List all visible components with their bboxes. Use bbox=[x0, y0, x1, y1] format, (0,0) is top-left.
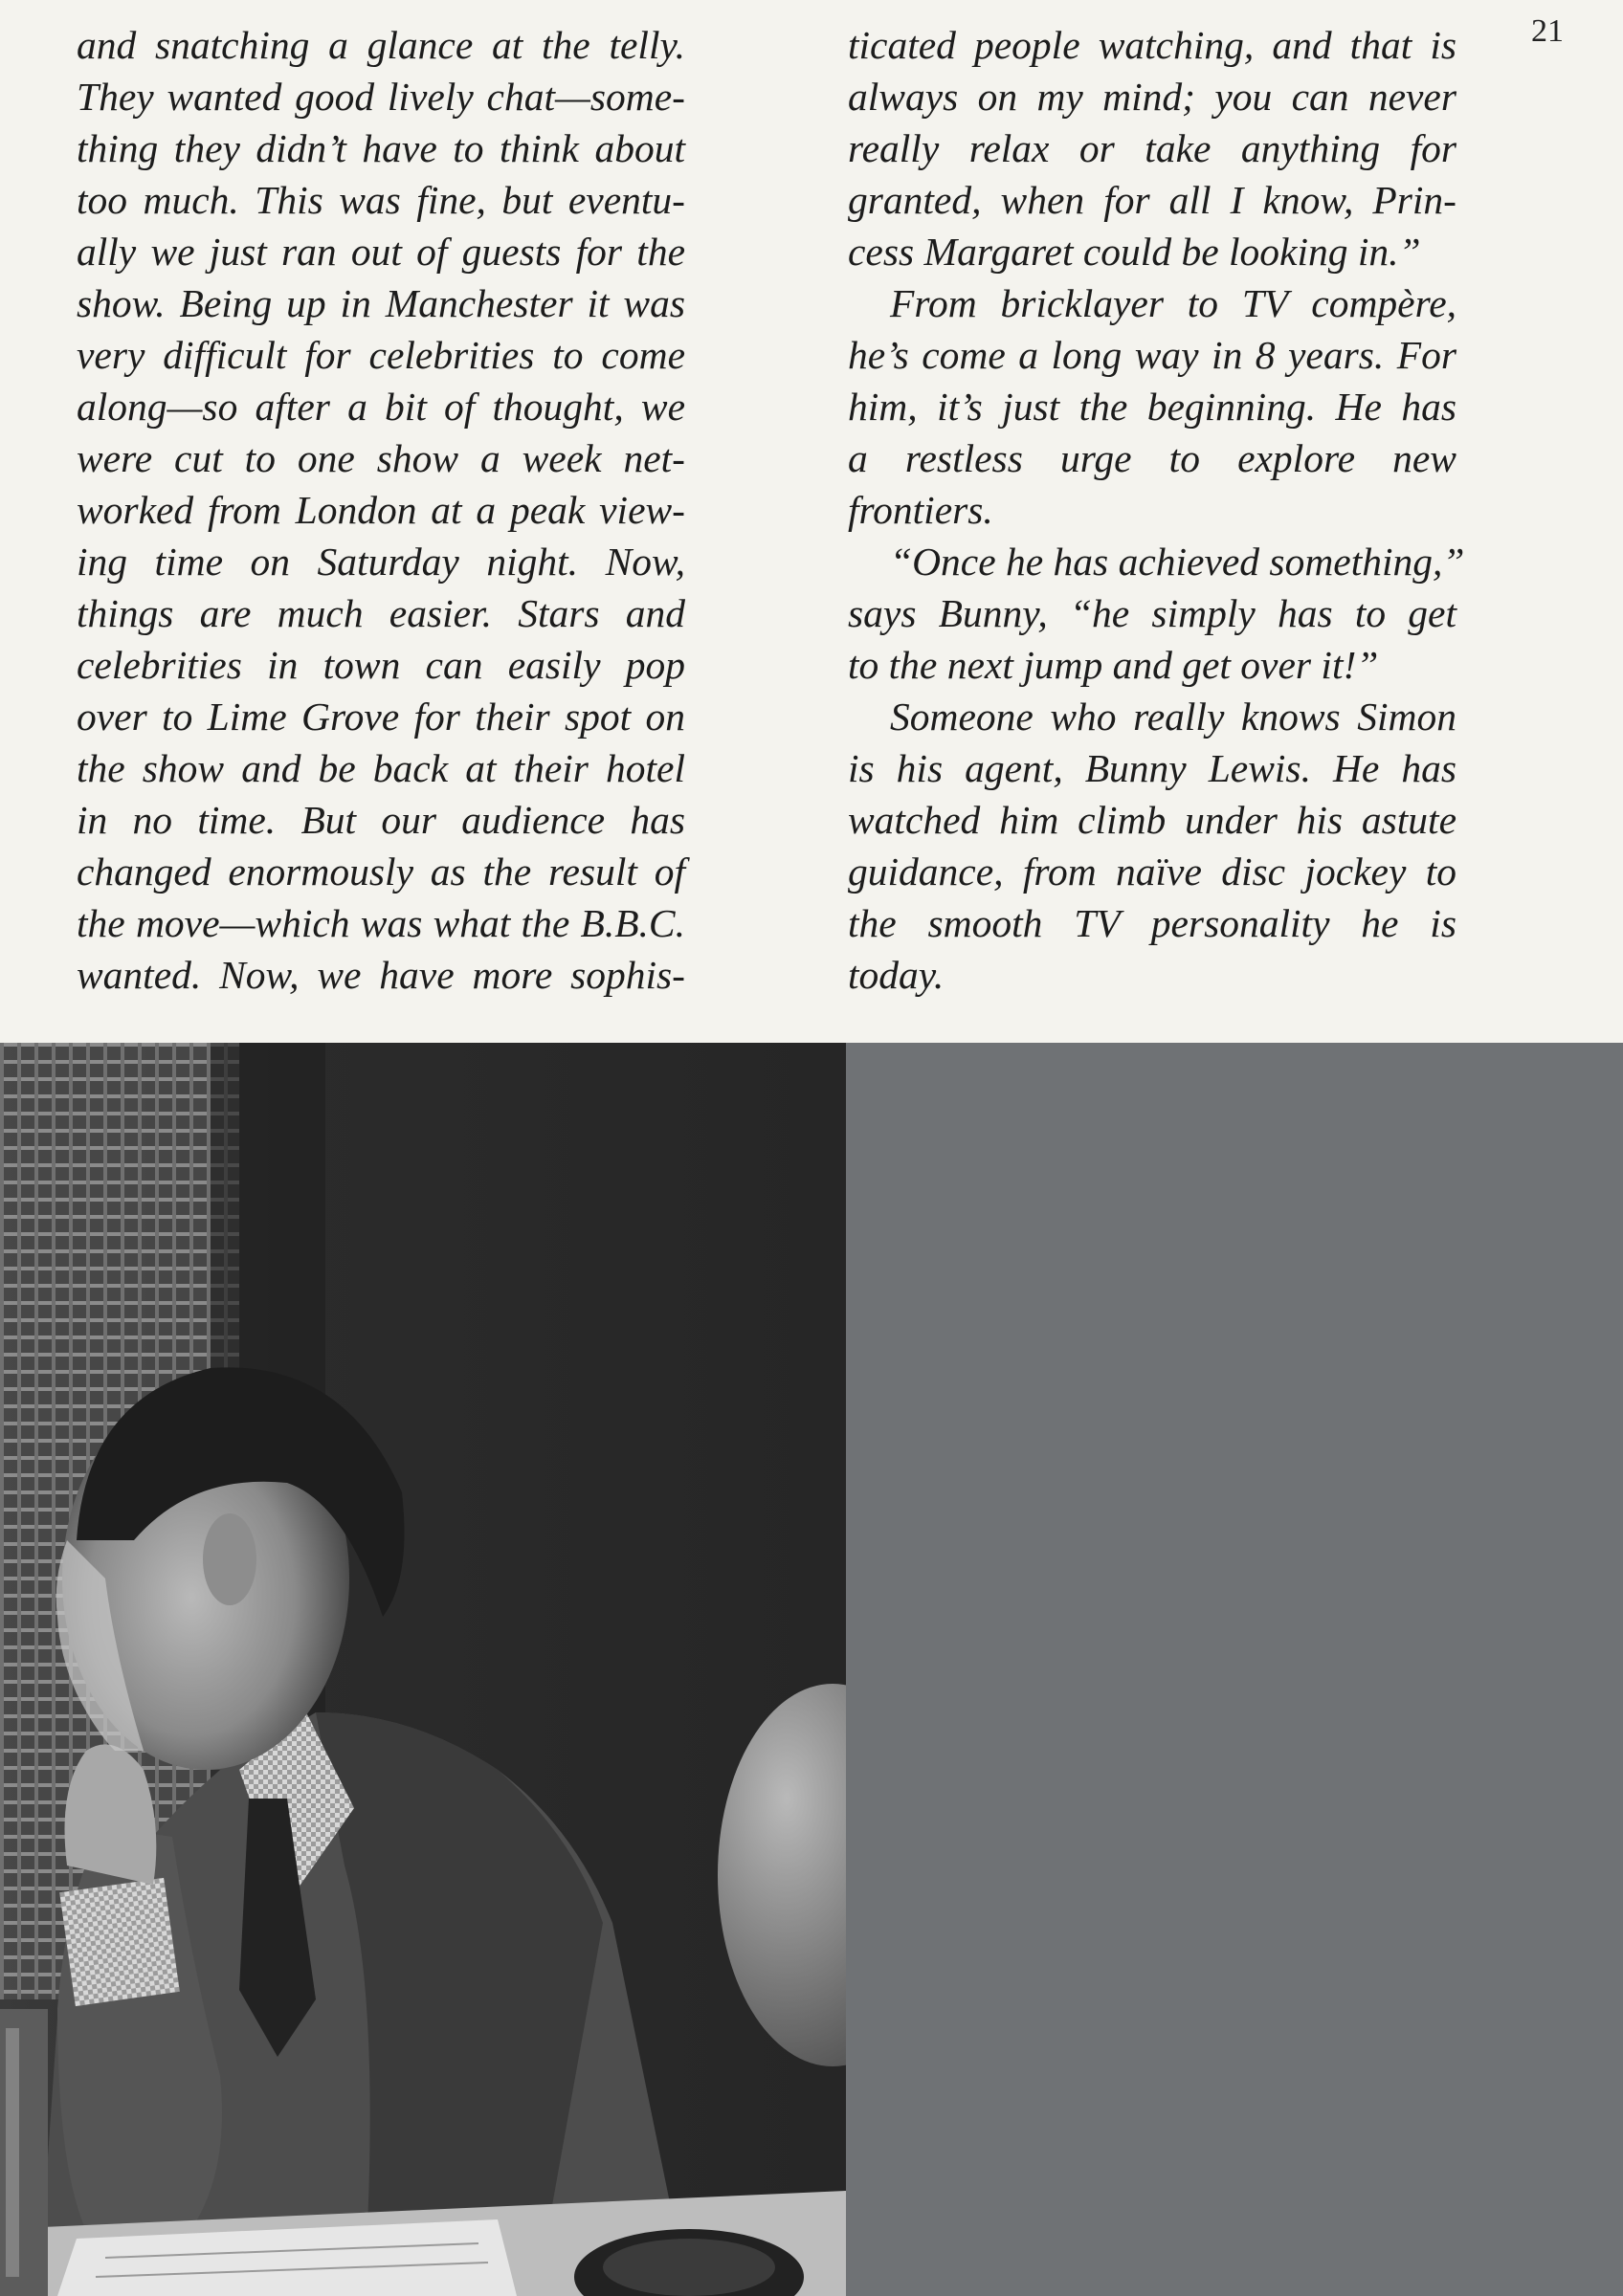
right-column-line: ticated people watching, and that is bbox=[848, 23, 1456, 67]
left-column-line: celebrities in town can easily pop bbox=[77, 643, 685, 687]
right-column-line: watched him climb under his astute bbox=[848, 798, 1456, 842]
right-column-line: From bricklayer to TV compère, bbox=[890, 281, 1456, 325]
page-number: 21 bbox=[1531, 13, 1564, 49]
left-column-line: ing time on Saturday night. Now, bbox=[77, 540, 685, 584]
left-column-line: ally we just ran out of guests for the bbox=[77, 230, 685, 274]
left-column-line: changed enormously as the result of bbox=[77, 850, 685, 894]
right-column-line: cess Margaret could be looking in.” bbox=[848, 230, 1421, 274]
right-column-line: “Once he has achieved something,” bbox=[890, 540, 1465, 584]
left-column-line: were cut to one show a week net- bbox=[77, 436, 685, 480]
left-column-line: along—so after a bit of thought, we bbox=[77, 385, 685, 429]
right-column-line: always on my mind; you can never bbox=[848, 75, 1456, 119]
right-column-line: to the next jump and get over it!” bbox=[848, 643, 1379, 687]
grey-panel bbox=[846, 1043, 1623, 2296]
left-column-line: thing they didn’t have to think about bbox=[77, 126, 685, 170]
left-column-line: the move—which was what the B.B.C. bbox=[77, 901, 685, 945]
left-column-line: very difficult for celebrities to come bbox=[77, 333, 685, 377]
left-column-line: and snatching a glance at the telly. bbox=[77, 23, 685, 67]
left-column-line: over to Lime Grove for their spot on bbox=[77, 695, 685, 739]
left-column-line: wanted. Now, we have more sophis- bbox=[77, 953, 685, 997]
right-column-line: says Bunny, “he simply has to get bbox=[848, 591, 1456, 635]
photograph bbox=[0, 1043, 846, 2296]
photograph-image bbox=[0, 1043, 846, 2296]
article-column-right bbox=[848, 19, 1465, 1001]
right-column-line: granted, when for all I know, Prin- bbox=[848, 178, 1456, 222]
right-column-line: him, it’s just the beginning. He has bbox=[848, 385, 1456, 429]
left-column-line: worked from London at a peak view- bbox=[77, 488, 685, 532]
right-column-line: Someone who really knows Simon bbox=[890, 695, 1456, 739]
article-column-left bbox=[77, 19, 685, 1001]
left-column-line: show. Being up in Manchester it was bbox=[77, 281, 685, 325]
right-column-line: guidance, from naïve disc jockey to bbox=[848, 850, 1456, 894]
left-column-line: the show and be back at their hotel bbox=[77, 746, 685, 790]
right-column-line: frontiers. bbox=[848, 488, 993, 532]
right-column-line: is his agent, Bunny Lewis. He has bbox=[848, 746, 1456, 790]
right-column-line: today. bbox=[848, 953, 945, 997]
left-column-line: too much. This was fine, but eventu- bbox=[77, 178, 685, 222]
right-column-line: he’s come a long way in 8 years. For bbox=[848, 333, 1456, 377]
left-column-line: They wanted good lively chat—some- bbox=[77, 75, 685, 119]
right-column-line: the smooth TV personality he is bbox=[848, 901, 1456, 945]
left-column-line: in no time. But our audience has bbox=[77, 798, 685, 842]
right-column-line: a restless urge to explore new bbox=[848, 436, 1456, 480]
left-column-line: things are much easier. Stars and bbox=[77, 591, 685, 635]
right-column-line: really relax or take anything for bbox=[848, 126, 1456, 170]
